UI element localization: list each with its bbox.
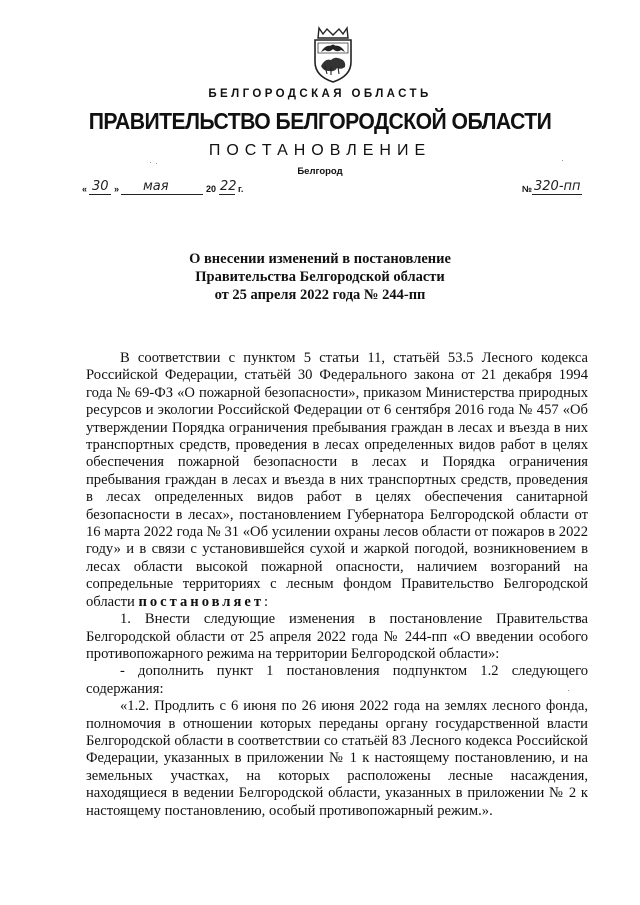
preamble-text: В соответствии с пунктом 5 статьи 11, статьёй 53.5 Лесного кодекса Российской Федерации, статьёй 30 Федерального закона от 21 декабря 1994 года № 69-ФЗ «О пожарной безопасности», приказом Министерства природных ресурсов и экологии Российской Федерации от 6 сентября 2016 года № 457 «Об утверждении Порядка ограничения пребывания граждан в лесах и въезда в них транспортных средств, проведения в лесах определенных видов работ в целях обеспечения пожарной безопасности в лесах и Порядка ограничения пребывания граждан в лесах и въезда в них транспортных средств, проведения в лесах определенных видов работ в целях обеспечения санитарной безопасности в лесах», постановлением Губернатора Белгородской области от 16 марта 2022 года № 31 «Об усилении охраны лесов области от пожаров в 2022 году» и в связи с установившейся сухой и жаркой погодой, возникновением в лесах области высокой пожарной опасности, наличием возгораний на сопредельные территориях с лесным фондом Правительство Белгородской области	[86, 350, 588, 610]
number-sign: №	[522, 184, 533, 194]
document-number: 320-пп	[534, 179, 581, 194]
preamble-paragraph	[86, 350, 588, 611]
document-body	[86, 350, 588, 820]
scan-speck	[156, 163, 157, 164]
coat-of-arms-icon	[301, 22, 365, 86]
year-prefix: 20	[206, 184, 217, 194]
day-underline	[89, 194, 111, 195]
document-type: ПОСТАНОВЛЕНИЕ	[208, 142, 432, 159]
date-month: мая	[143, 179, 169, 194]
region-name: БЕЛГОРОДСКАЯ ОБЛАСТЬ	[208, 88, 432, 100]
scan-speck	[568, 690, 569, 691]
subject-line-2: Правительства Белгородской области	[195, 269, 445, 285]
date-year: 22	[220, 179, 237, 194]
subject-line-3: от 25 апреля 2022 года № 244-пп	[214, 287, 426, 303]
year-unit: г.	[238, 184, 244, 194]
dateline	[0, 176, 640, 198]
subject-line-1: О внесении изменений в постановление	[189, 251, 451, 267]
city-name: Белгород	[297, 166, 343, 177]
scan-speck	[562, 160, 563, 161]
quote-open: «	[82, 184, 88, 194]
government-name: ПРАВИТЕЛЬСТВО БЕЛГОРОДСКОЙ ОБЛАСТИ	[88, 108, 552, 134]
item-1-2-paragraph: «1.2. Продлить с 6 июня по 26 июня 2022 года на землях лесного фонда, полномочия в отношении которых переданы органу государственной власти Белгородской области в соответствии со статьёй 83 Лесного кодекса Российской Федерации, указанных в приложении № 1 к настоящему постановлению, и на земельных участках, на которых расположены лесные насаждения, находящиеся в ведении Белгородской области, указанных в приложении № 2 к настоящему постановлению, особый противопожарный режим.».	[86, 698, 588, 819]
decree-word: постановляет	[138, 593, 265, 610]
year-underline	[219, 194, 235, 195]
scan-speck	[150, 162, 151, 163]
date-day: 30	[92, 179, 109, 194]
item-1-dash-paragraph: - дополнить пункт 1 постановления подпунктом 1.2 следующего содержания:	[86, 663, 588, 697]
month-underline	[121, 194, 203, 195]
quote-close: »	[114, 184, 120, 194]
document-subject	[0, 250, 640, 304]
item-1-paragraph: 1. Внести следующие изменения в постановление Правительства Белгородской области от 25 апреля 2022 года № 244-пп «О введении особого противопожарного режима на территории Белгородской области»:	[86, 611, 588, 662]
number-underline	[532, 194, 582, 195]
decree-colon: :	[264, 593, 269, 610]
